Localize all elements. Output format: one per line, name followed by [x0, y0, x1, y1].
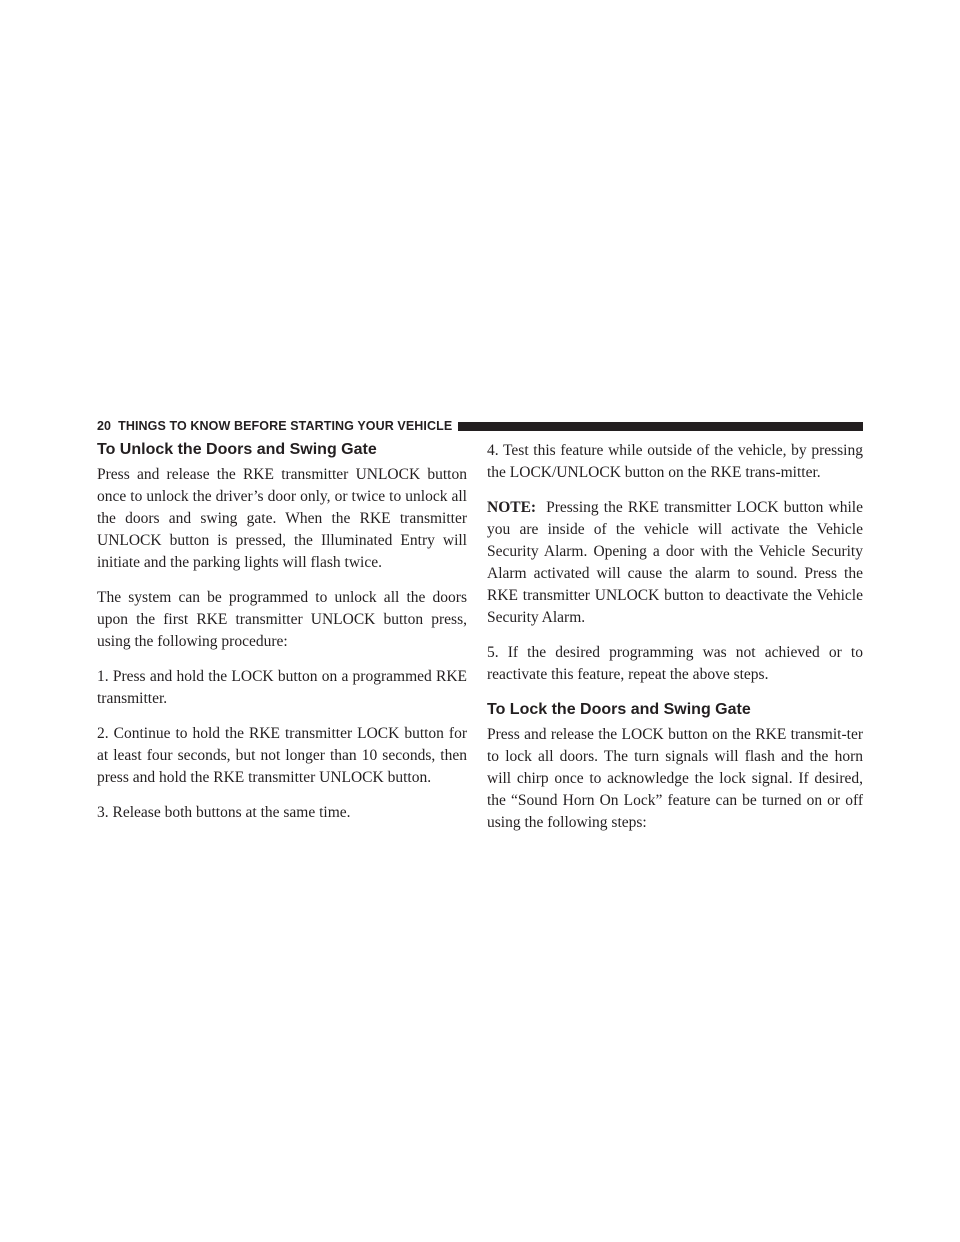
note-label: NOTE: [487, 499, 537, 516]
unlock-paragraph: Press and release the RKE transmitter UNLOCK button once to unlock the driver’s door only, or twice to unlock all the doors and swing gate. When the RKE transmitter UNLOCK button is pressed, the Illuminated Entry will initiate and the parking lights will flash twice. [97, 466, 467, 571]
left-column [97, 440, 467, 837]
section-title: THINGS TO KNOW BEFORE STARTING YOUR VEHICLE [118, 419, 453, 433]
lock-paragraph: Press and release the LOCK button on the RKE transmit-ter to lock all doors. The turn signals will flash and the horn will chirp once to acknowledge the lock signal. If desired, the “Sound Horn On Lock” feature can be turned on or off using the following steps: [487, 726, 863, 831]
step-2: 2. Continue to hold the RKE transmitter LOCK button for at least four seconds, but not longer than 10 seconds, then press and hold the RKE transmitter UNLOCK button. [97, 725, 467, 786]
lock-heading: To Lock the Doors and Swing Gate [487, 701, 751, 718]
unlock-heading: To Unlock the Doors and Swing Gate [97, 441, 377, 458]
step-1: 1. Press and hold the LOCK button on a programmed RKE transmitter. [97, 668, 467, 707]
step-3: 3. Release both buttons at the same time. [97, 804, 351, 821]
header-text [97, 419, 452, 433]
program-intro-paragraph: The system can be programmed to unlock all the doors upon the first RKE transmitter UNLOCK button press, using the following procedure: [97, 589, 467, 650]
step-4: 4. Test this feature while outside of the vehicle, by pressing the LOCK/UNLOCK button on the RKE trans-mitter. [487, 442, 863, 481]
note-text: Pressing the RKE transmitter LOCK button while you are inside of the vehicle will activate the Vehicle Security Alarm. Opening a door with the Vehicle Security Alarm activated will cause the alarm to sound. Press the RKE transmitter UNLOCK button to deactivate the Vehicle Security Alarm. [487, 499, 863, 626]
page-header [97, 416, 863, 436]
header-rule [458, 422, 863, 431]
right-column [487, 440, 863, 847]
step-5: 5. If the desired programming was not achieved or to reactivate this feature, repeat the above steps. [487, 644, 863, 683]
page-number: 20 [97, 419, 112, 433]
note-paragraph [487, 497, 863, 629]
